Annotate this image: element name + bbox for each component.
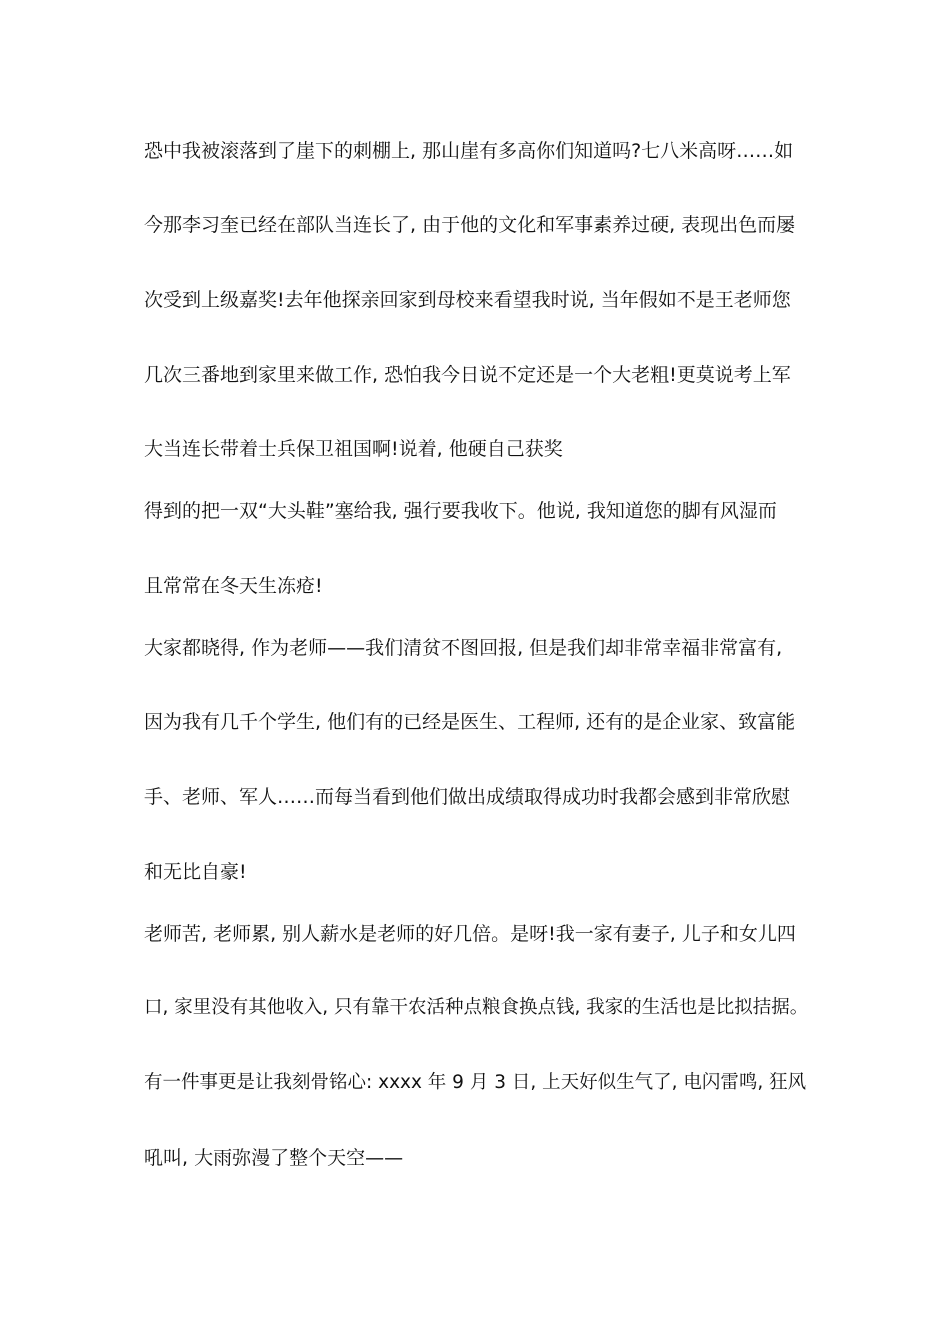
- text-line: 今那李习奎已经在部队当连长了, 由于他的文化和军事素养过硬, 表现出色而屡: [144, 214, 796, 236]
- text-line: 因为我有几千个学生, 他们有的已经是医生、工程师, 还有的是企业家、致富能: [144, 711, 796, 733]
- text-line: 大当连长带着士兵保卫祖国啊!说着, 他硬自己获奖: [144, 438, 563, 460]
- text-line: 得到的把一双“大头鞋”塞给我, 强行要我收下。他说, 我知道您的脚有风湿而: [144, 500, 777, 522]
- text-line: 和无比自豪!: [144, 861, 247, 883]
- text-line: 口, 家里没有其他收入, 只有靠干农活种点粮食换点钱, 我家的生活也是比拟拮据。: [144, 997, 809, 1018]
- text-line: 大家都晓得, 作为老师——我们清贫不图回报, 但是我们却非常幸福非常富有,: [144, 637, 783, 659]
- text-line: 有一件事更是让我刻骨铭心: xxxx 年 9 月 3 日, 上天好似生气了, 电闪雷鸣, 狂风: [144, 1072, 807, 1093]
- text-line: 恐中我被滚落到了崖下的刺棚上, 那山崖有多高你们知道吗?七八米高呀……如: [144, 140, 794, 162]
- text-line: 次受到上级嘉奖!去年他探亲回家到母校来看望我时说, 当年假如不是王老师您: [144, 289, 791, 311]
- text-line: 老师苦, 老师累, 别人薪水是老师的好几倍。是呀!我一家有妻子, 儿子和女儿四: [144, 923, 796, 945]
- text-line: 手、老师、军人……而每当看到他们做出成绩取得成功时我都会感到非常欣慰: [144, 786, 791, 808]
- text-line: 吼叫, 大雨弥漫了整个天空——: [144, 1147, 404, 1169]
- text-line: 几次三番地到家里来做工作, 恐怕我今日说不定还是一个大老粗!更莫说考上军: [144, 364, 791, 386]
- text-line: 且常常在冬天生冻疮!: [144, 575, 323, 597]
